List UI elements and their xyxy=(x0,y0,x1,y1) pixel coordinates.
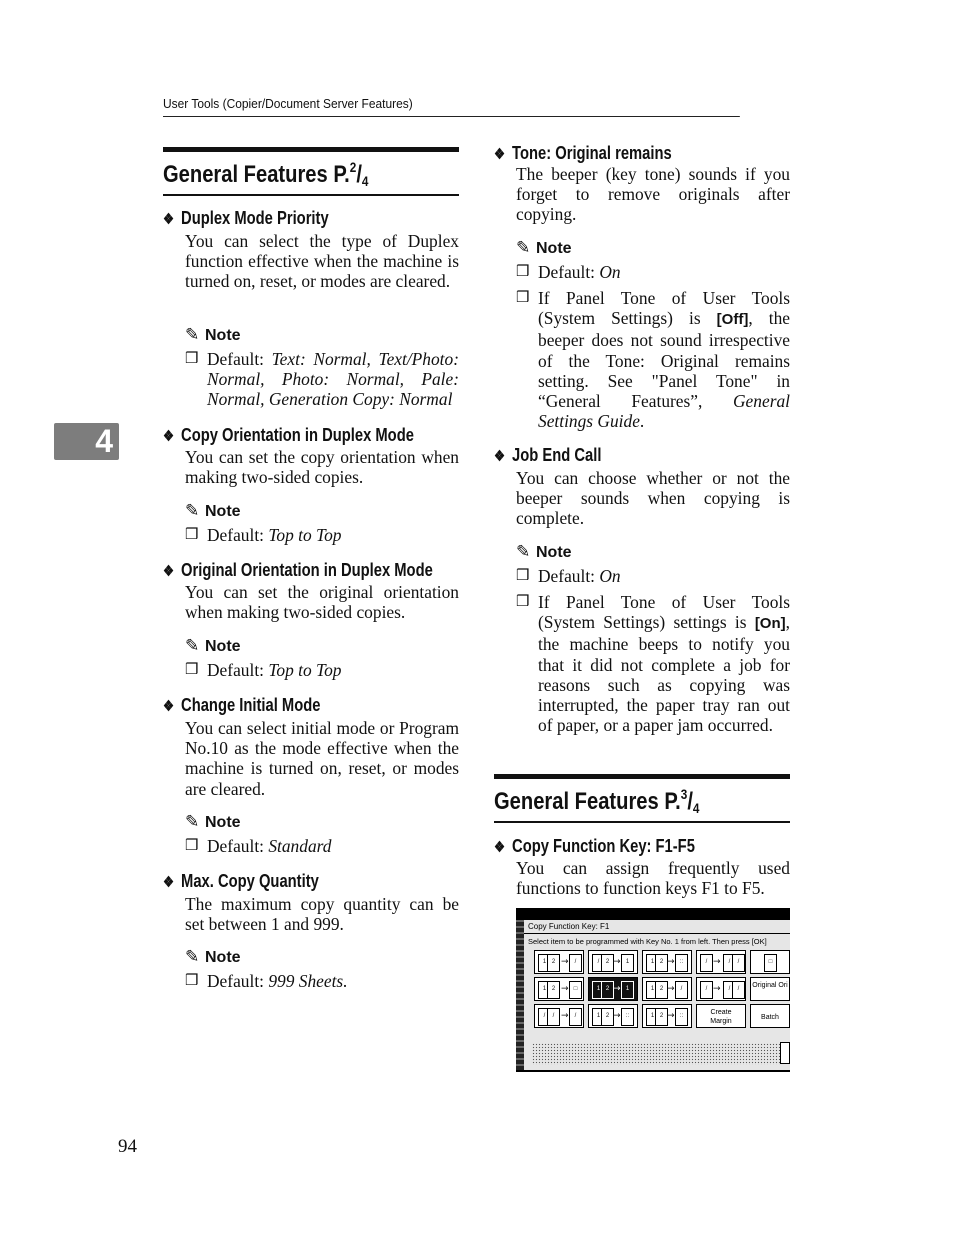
note-item: ❒ Default: On xyxy=(516,262,621,282)
function-option-key[interactable]: / 2 → 1 xyxy=(588,950,638,974)
checkbox-bullet-icon: ❒ xyxy=(516,264,530,280)
function-option-key[interactable]: □ xyxy=(750,950,790,974)
checkbox-bullet-icon: ❒ xyxy=(185,662,199,678)
checkbox-bullet-icon: ❒ xyxy=(516,594,530,610)
section-heading-p2 xyxy=(163,147,459,196)
diamond-bullet-icon: ❖ xyxy=(163,698,175,715)
note-heading: ✎ Note xyxy=(185,501,241,520)
function-option-key[interactable]: / / → / xyxy=(534,1004,584,1028)
note-item: ❒ Default: Top to Top xyxy=(185,525,342,545)
chapter-number: 4 xyxy=(95,423,113,459)
diamond-bullet-icon: ❖ xyxy=(163,563,175,580)
item-body: You can set the original orientation when making two-sided copies. xyxy=(185,582,459,623)
item-heading-original-orientation: ❖ Original Orientation in Duplex Mode xyxy=(163,560,433,580)
checkbox-bullet-icon: ❒ xyxy=(516,290,530,306)
create-margin-key[interactable]: Create Margin xyxy=(696,1004,746,1028)
screen-instruction: Select item to be programmed with Key No. 1 from left. Then press [OK] xyxy=(528,937,767,946)
screen-side-strip xyxy=(516,920,524,1070)
function-option-key[interactable]: 1 2 → / xyxy=(534,950,584,974)
note-heading: ✎ Note xyxy=(516,238,572,257)
item-heading-copy-orientation: ❖ Copy Orientation in Duplex Mode xyxy=(163,425,414,445)
function-option-key[interactable]: / → / / xyxy=(696,950,746,974)
checkbox-bullet-icon: ❒ xyxy=(185,973,199,989)
note-item: ❒ Default: 999 Sheets. xyxy=(185,971,348,991)
section-title: General Features $P.^3/_4$ xyxy=(494,786,700,816)
note-item: ❒ If Panel Tone of User Tools (System Settings) is [Off], the beeper does not sound irrespective of the Tone: Original remains setting. See "Panel Tone" in “General Features”, General Settings Guide. xyxy=(516,288,790,432)
item-body: You can set the copy orientation when making two-sided copies. xyxy=(185,447,459,488)
function-option-key[interactable]: / → / / xyxy=(696,977,746,1001)
item-heading-tone-original-remains: ❖ Tone: Original remains xyxy=(494,143,672,163)
note-heading: ✎ Note xyxy=(516,542,572,561)
checkbox-bullet-icon: ❒ xyxy=(516,568,530,584)
item-heading-job-end-call: ❖ Job End Call xyxy=(494,445,602,465)
batch-key[interactable]: Batch xyxy=(750,1004,790,1028)
screen-divider xyxy=(524,933,790,934)
checkbox-bullet-icon: ❒ xyxy=(185,527,199,543)
note-item: ❒ Default: Standard xyxy=(185,836,332,856)
running-header xyxy=(163,96,740,117)
function-option-key-selected[interactable]: 1 2 → 1 xyxy=(588,977,638,1001)
chapter-tab xyxy=(54,423,119,460)
screen-scroll-button[interactable] xyxy=(780,1042,790,1064)
diamond-bullet-icon: ❖ xyxy=(163,211,175,228)
pencil-icon: ✎ xyxy=(516,542,531,561)
item-body: The maximum copy quantity can be set between 1 and 999. xyxy=(185,894,459,935)
running-header-text: User Tools (Copier/Document Server Features) xyxy=(163,96,413,111)
checkbox-bullet-icon: ❒ xyxy=(185,838,199,854)
item-body: The beeper (key tone) sounds if you forget to remove originals after copying. xyxy=(516,164,790,225)
note-heading: ✎ Note xyxy=(185,947,241,966)
diamond-bullet-icon: ❖ xyxy=(163,428,175,445)
copy-function-key-screen xyxy=(516,908,790,1072)
note-heading: ✎ Note xyxy=(185,636,241,655)
diamond-bullet-icon: ❖ xyxy=(494,839,506,856)
page-number: 94 xyxy=(118,1136,137,1157)
pencil-icon: ✎ xyxy=(185,947,200,966)
function-option-key[interactable]: 1 2 → □ xyxy=(534,977,584,1001)
function-option-key[interactable]: 1 2 → :: xyxy=(642,1004,692,1028)
section-title: General Features $P.^2/_4$ xyxy=(163,159,369,189)
pencil-icon: ✎ xyxy=(185,636,200,655)
item-body: You can choose whether or not the beeper sounds when copying is complete. xyxy=(516,468,790,529)
note-heading: ✎ Note xyxy=(185,812,241,831)
screen-panel xyxy=(524,920,790,1070)
pencil-icon: ✎ xyxy=(185,812,200,831)
item-heading-change-initial-mode: ❖ Change Initial Mode xyxy=(163,695,321,715)
diamond-bullet-icon: ❖ xyxy=(163,874,175,891)
item-body: You can assign frequently used functions to function keys F1 to F5. xyxy=(516,858,790,899)
function-option-key[interactable]: 1 2 → :: xyxy=(588,1004,638,1028)
item-heading-duplex-priority: ❖ Duplex Mode Priority xyxy=(163,208,329,228)
note-heading: ✎ Note xyxy=(185,325,241,344)
item-heading-max-copy-quantity: ❖ Max. Copy Quantity xyxy=(163,871,319,891)
pencil-icon: ✎ xyxy=(516,238,531,257)
item-body: You can select the type of Duplex function effective when the machine is turned on, reset, or modes are cleared. xyxy=(185,231,459,292)
note-item: ❒ Default: Text: Normal, Text/Photo: Normal, Photo: Normal, Pale: Normal, Generation Copy: Normal xyxy=(185,349,459,410)
function-option-key[interactable]: 1 2 → / xyxy=(642,977,692,1001)
diamond-bullet-icon: ❖ xyxy=(494,448,506,465)
screen-title: Copy Function Key: F1 xyxy=(528,922,610,931)
pencil-icon: ✎ xyxy=(185,501,200,520)
original-orientation-key[interactable]: Original Ori xyxy=(750,977,790,1001)
note-item: ❒ Default: Top to Top xyxy=(185,660,342,680)
note-item: ❒ Default: On xyxy=(516,566,621,586)
screen-dotted-area xyxy=(532,1043,780,1065)
function-option-key[interactable]: 1 2 → :: xyxy=(642,950,692,974)
section-heading-p3 xyxy=(494,774,790,823)
checkbox-bullet-icon: ❒ xyxy=(185,351,199,367)
item-body: You can select initial mode or Program No.10 as the mode effective when the machine is turned on, reset, or modes are cleared. xyxy=(185,718,459,799)
pencil-icon: ✎ xyxy=(185,325,200,344)
item-heading-copy-function-key: ❖ Copy Function Key: F1-F5 xyxy=(494,836,695,856)
note-item: ❒ If Panel Tone of User Tools (System Settings) settings is [On], the machine beeps to notify you that it did not complete a job for reasons such as copying was interrupted, the paper tray ran out of paper, or a paper jam occurred. xyxy=(516,592,790,736)
diamond-bullet-icon: ❖ xyxy=(494,146,506,163)
